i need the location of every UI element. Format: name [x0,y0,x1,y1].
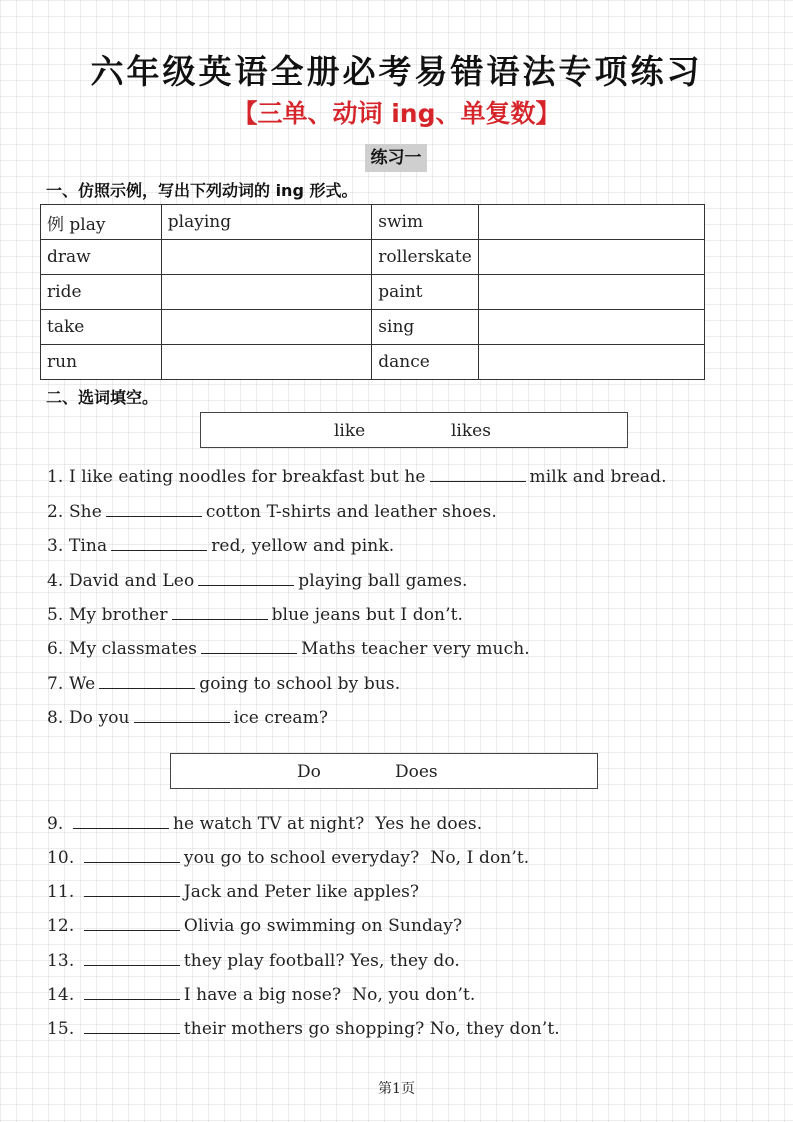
exercise-label: 练习一 [365,144,427,172]
question-text-after: their mothers go shopping? No, they don’t. [183,1019,560,1039]
question-number: 1. [47,467,64,487]
answer-cell[interactable] [161,345,372,380]
question-text-after: I have a big nose? No, you don’t. [183,985,476,1005]
question-text-after: blue jeans but I don’t. [271,605,464,625]
question-number: 15. [47,1019,75,1039]
question-text-after: Jack and Peter like apples? [183,882,420,902]
question [47,708,328,728]
verb-table [40,204,705,380]
question-text-after: they play football? Yes, they do. [183,951,460,971]
question [47,1019,560,1039]
answer-blank[interactable] [134,708,230,723]
question-text-after: Maths teacher very much. [301,639,530,659]
question-number: 9. [47,814,64,834]
answer-blank[interactable] [201,639,297,654]
question-text-before: Tina [68,536,108,556]
answer-blank[interactable] [84,848,180,863]
question-number: 5. [47,605,64,625]
answer-blank[interactable] [84,916,180,931]
answer-blank[interactable] [84,951,180,966]
word-choice: Does [395,762,438,782]
question-text-before: My brother [68,605,168,625]
question-text-before: David and Leo [68,571,195,591]
question-text-after: cotton T-shirts and leather shoes. [205,502,497,522]
answer-cell[interactable] [161,240,372,275]
verb-table-row [41,345,705,380]
answer-cell[interactable] [478,310,704,345]
question-number: 13. [47,951,75,971]
question [47,882,419,902]
answer-cell[interactable] [478,240,704,275]
answer-blank[interactable] [106,502,202,517]
word-choice-box-2 [170,753,598,789]
answer-blank[interactable] [430,467,526,482]
question-number: 14. [47,985,75,1005]
answer-cell[interactable] [478,345,704,380]
verb-cell: 例 play [41,205,162,240]
question-text-before: We [68,674,96,694]
answer-blank[interactable] [84,1019,180,1034]
question-text-after: milk and bread. [529,467,667,487]
answer-cell[interactable] [478,275,704,310]
question-text-after: Olivia go swimming on Sunday? [183,916,463,936]
answer-cell[interactable] [478,205,704,240]
verb-table-row [41,310,705,345]
question-number: 6. [47,639,64,659]
page-subtitle: 【三单、动词 ing、单复数】 [232,99,561,128]
question-text-after: he watch TV at night? Yes he does. [172,814,483,834]
section-1-heading: 一、仿照示例，写出下列动词的 ing 形式。 [46,181,358,200]
answer-blank[interactable] [84,985,180,1000]
question-number: 11. [47,882,75,902]
verb-cell: draw [41,240,162,275]
verb-cell: ride [41,275,162,310]
page-title: 六年级英语全册必考易错语法专项练习 [90,52,703,91]
verb-table-row [41,240,705,275]
question-text-before: My classmates [68,639,198,659]
verb-cell: take [41,310,162,345]
answer-blank[interactable] [111,536,207,551]
answer-cell[interactable] [161,310,372,345]
question-text-after: you go to school everyday? No, I don’t. [183,848,530,868]
question [47,605,463,625]
word-choice-box-1 [200,412,628,448]
verb-table-row [41,205,705,240]
question [47,916,462,936]
page-number: 第1页 [378,1081,415,1097]
question [47,985,475,1005]
verb-table-row [41,275,705,310]
question [47,639,530,659]
question [47,571,468,591]
question [47,536,394,556]
answer-cell[interactable]: playing [161,205,372,240]
answer-blank[interactable] [172,605,268,620]
answer-cell[interactable] [161,275,372,310]
section-2-heading: 二、选词填空。 [46,388,159,407]
answer-blank[interactable] [84,882,180,897]
question-number: 2. [47,502,64,522]
question [47,814,482,834]
question-number: 4. [47,571,64,591]
question [47,467,667,487]
verb-cell: sing [372,310,478,345]
verb-cell: swim [372,205,478,240]
question-number: 12. [47,916,75,936]
question-text-after: red, yellow and pink. [211,536,395,556]
word-choice: like [334,421,366,441]
verb-cell: run [41,345,162,380]
question-text-before: She [68,502,102,522]
question [47,848,529,868]
question [47,951,460,971]
question [47,674,400,694]
answer-blank[interactable] [73,814,169,829]
question-text-after: going to school by bus. [199,674,401,694]
question [47,502,497,522]
verb-cell: rollerskate [372,240,478,275]
question-text-after: ice cream? [233,708,329,728]
word-choice: likes [451,421,491,441]
verb-cell: dance [372,345,478,380]
answer-blank[interactable] [99,674,195,689]
answer-blank[interactable] [198,571,294,586]
verb-cell: paint [372,275,478,310]
word-choice: Do [297,762,321,782]
question-number: 7. [47,674,64,694]
question-number: 10. [47,848,75,868]
question-text-before: Do you [68,708,130,728]
question-number: 3. [47,536,64,556]
question-text-after: playing ball games. [298,571,468,591]
question-number: 8. [47,708,64,728]
question-text-before: I like eating noodles for breakfast but he [68,467,426,487]
